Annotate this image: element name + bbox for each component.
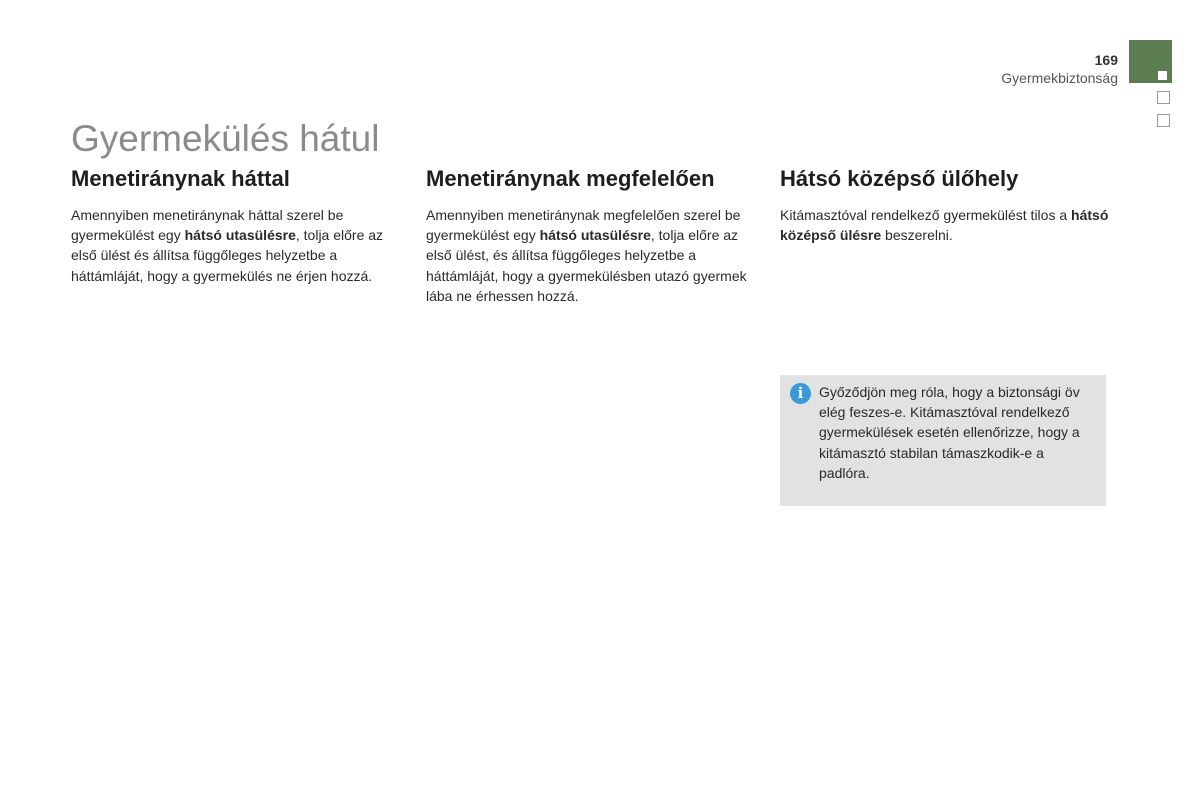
column-heading: Menetiránynak háttal	[71, 166, 290, 191]
column-heading: Menetiránynak megfelelően	[426, 166, 715, 191]
text-segment: , tolja előre az első ülést és állítsa függőleges helyzetbe a háttámláját, hogy a gyermekülés ne érjen hozzá.	[71, 227, 384, 284]
column-rear-facing	[71, 166, 401, 286]
column-forward-facing	[426, 166, 751, 306]
column-text	[426, 205, 751, 306]
column-text	[71, 205, 401, 286]
page-title: Gyermekülés hátul	[71, 118, 380, 159]
text-segment: Amennyiben menetiránynak megfelelően szerel be gyermekülést egy	[426, 207, 741, 244]
info-note-text: Győződjön meg róla, hogy a biztonsági öv elég feszes-e. Kitámasztóval rendelkező gyermekülések esetén ellenőrizze, hogy a kitámasztó stabilan támaszkodik-e a padlóra.	[819, 384, 1080, 481]
active-tab-marker	[1158, 71, 1167, 80]
text-segment: beszerelni.	[881, 227, 953, 244]
text-segment: Kitámasztóval rendelkező gyermekülést tilos a	[780, 207, 1072, 223]
column-heading: Hátsó középső ülőhely	[780, 166, 1019, 191]
column-text	[780, 205, 1115, 245]
section-name: Gyermekbiztonság	[1001, 70, 1118, 86]
info-note-box	[780, 375, 1106, 506]
tab-marker-box	[1157, 114, 1170, 127]
text-segment: , tolja előre az első ülést, és állítsa függőleges helyzetbe a háttámláját, hogy a gyermekülésben utazó gyermek lába ne érhessen hozzá.	[426, 227, 747, 304]
column-rear-center-seat	[780, 166, 1115, 245]
bold-text-segment: hátsó középső ülésre	[780, 207, 1109, 244]
bold-text-segment: hátsó utasülésre	[539, 227, 651, 244]
bold-text-segment: hátsó utasülésre	[184, 227, 296, 244]
tab-marker-box	[1157, 91, 1170, 104]
info-icon: i	[790, 383, 811, 404]
page-number: 169	[1094, 52, 1118, 68]
text-segment: Amennyiben menetiránynak háttal szerel be gyermekülést egy	[71, 207, 344, 244]
